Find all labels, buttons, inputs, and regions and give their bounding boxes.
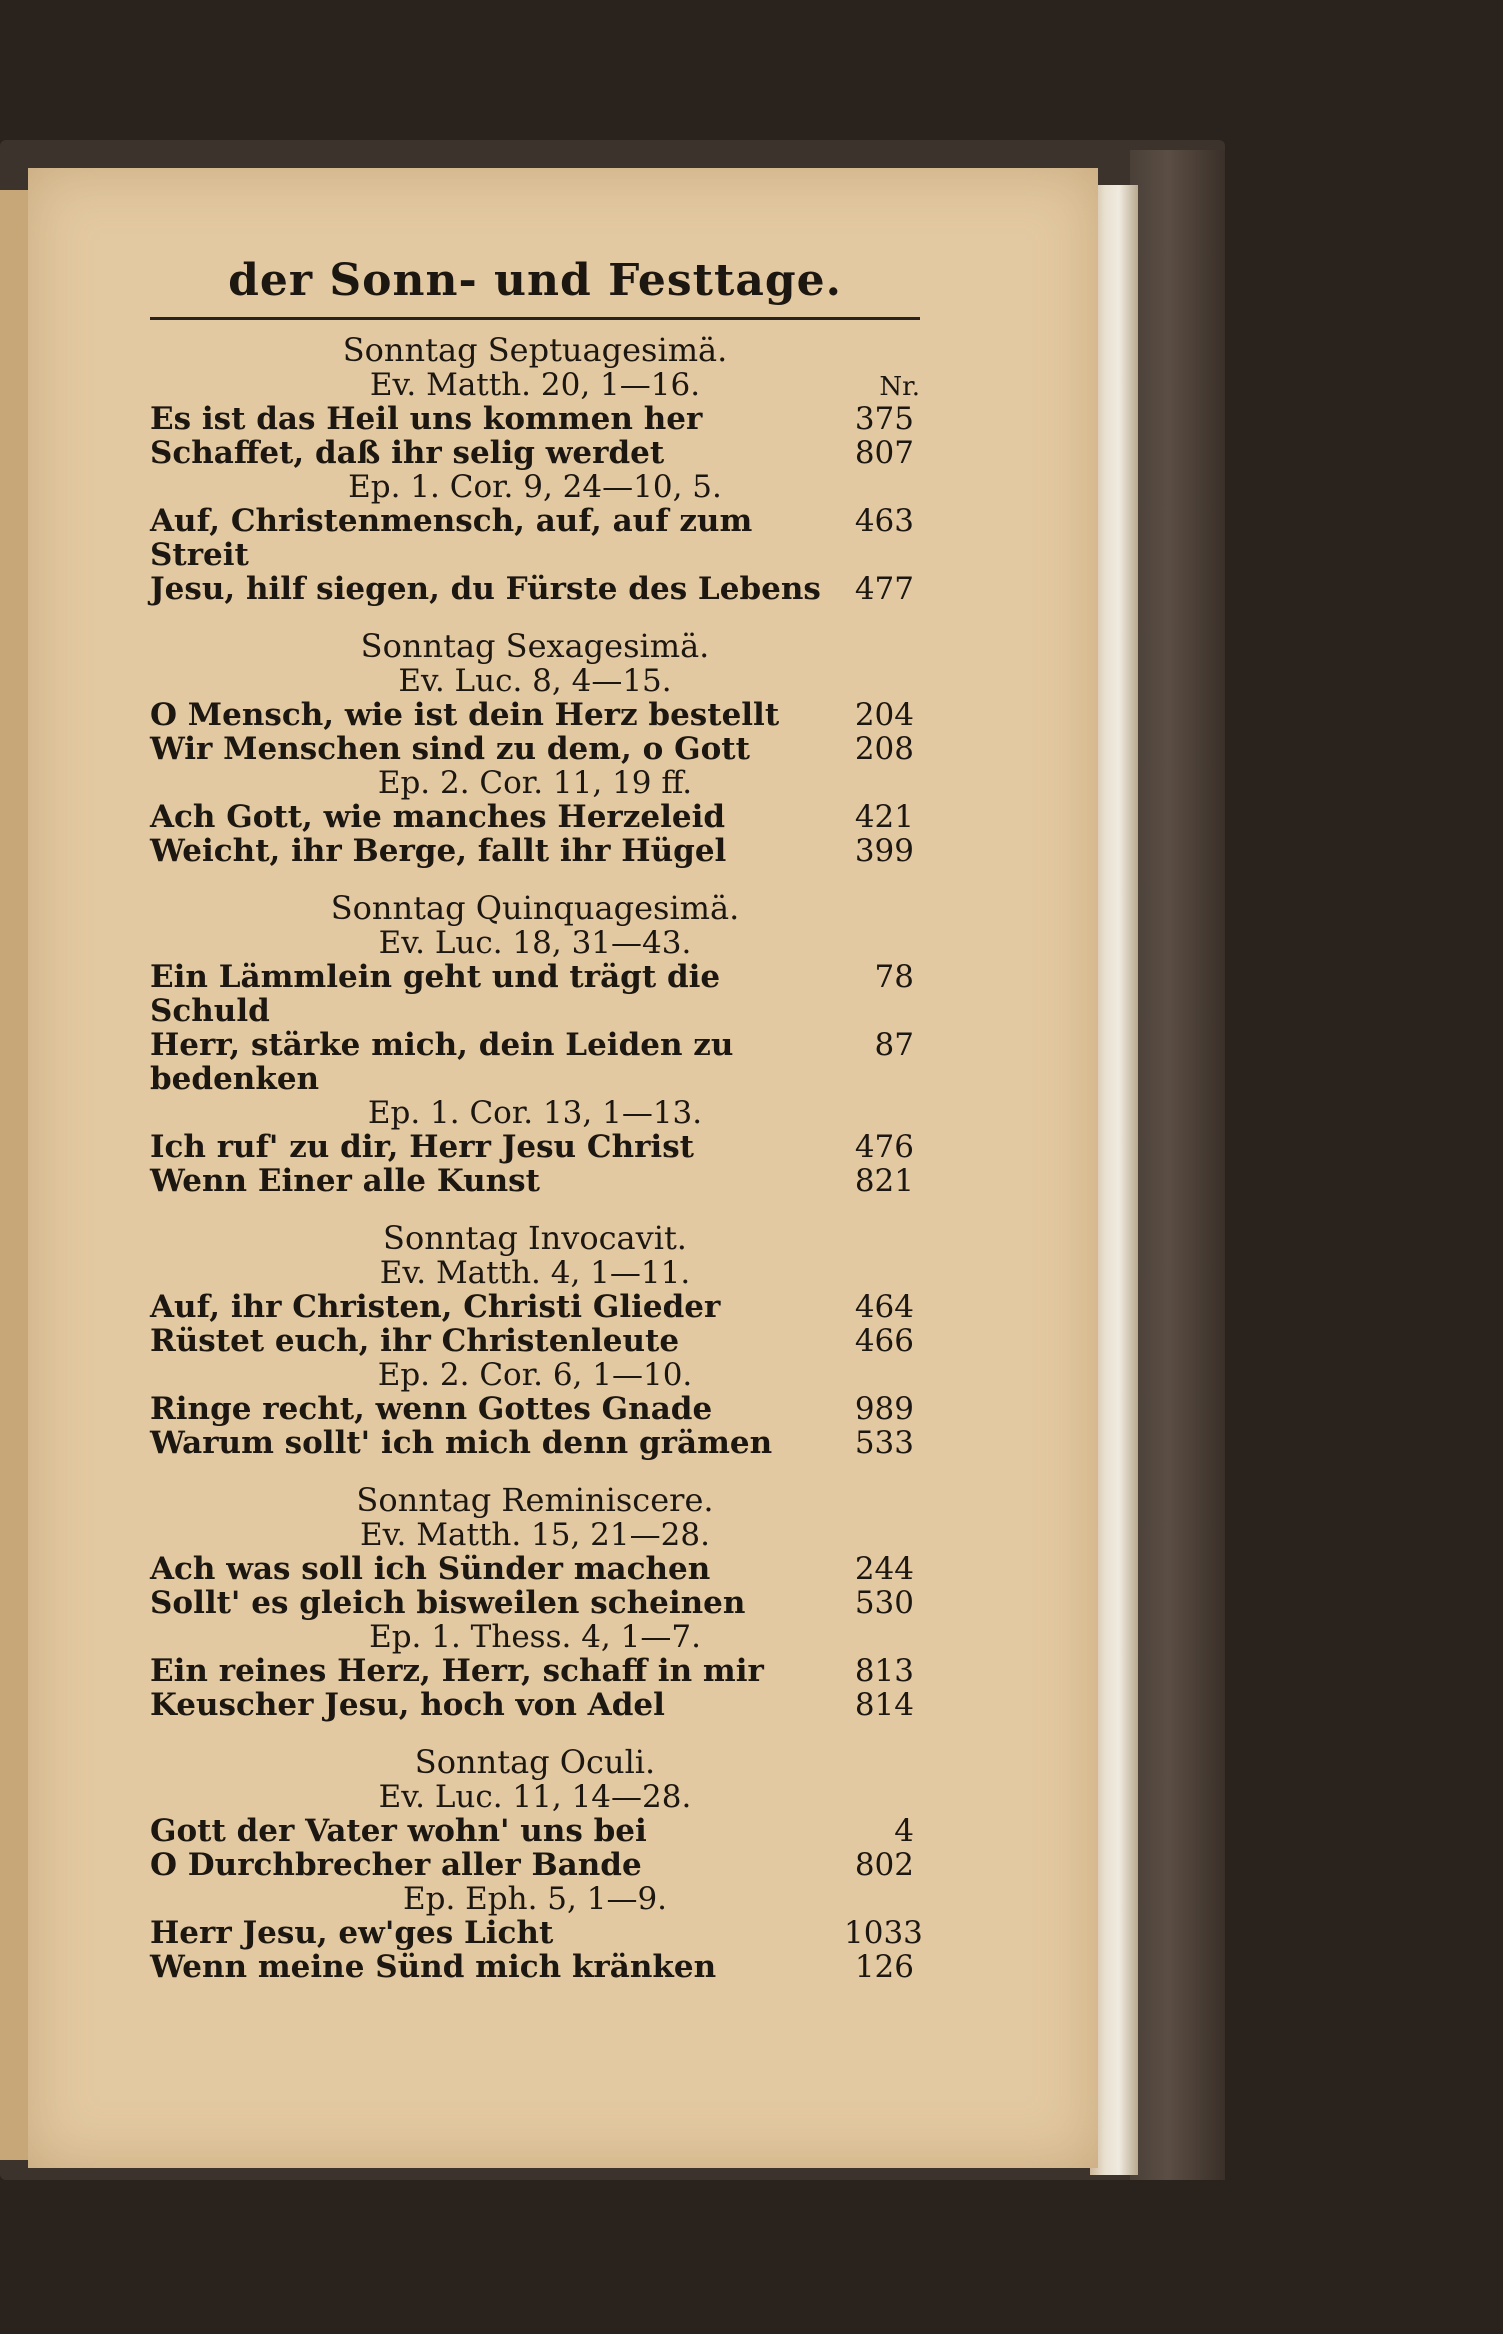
hymn-row xyxy=(150,1130,920,1164)
hymn-title: Ringe recht, wenn Gottes Gnade xyxy=(150,1391,713,1427)
reading-reference xyxy=(150,1518,920,1552)
hymn-row xyxy=(150,436,920,470)
hymn-title: Ich ruf' zu dir, Herr Jesu Christ xyxy=(150,1129,694,1165)
hymn-number: 530 xyxy=(854,1585,914,1621)
hymn-title: Ein Lämmlein geht und trägt die Schuld xyxy=(150,959,721,1029)
hymn-title: Gott der Vater wohn' uns bei xyxy=(150,1813,647,1849)
hymn-number: 477 xyxy=(854,571,914,607)
number-column-label: Nr. xyxy=(879,372,920,402)
section-title: Sonntag Septuagesimä. xyxy=(342,331,728,369)
section-gap xyxy=(150,1198,920,1208)
hymn-title: Auf, Christenmensch, auf, auf zum Streit xyxy=(150,503,753,573)
reading-reference xyxy=(150,766,920,800)
hymn-row xyxy=(150,1654,920,1688)
reading-label: Ev. Matth. 4, 1—11. xyxy=(379,1255,691,1291)
section-title: Sonntag Reminiscere. xyxy=(356,1481,714,1519)
hymn-title: O Mensch, wie ist dein Herz bestellt xyxy=(150,697,780,733)
reading-label: Ep. 2. Cor. 11, 19 ff. xyxy=(377,765,693,801)
hymn-title: Wenn meine Sünd mich kränken xyxy=(150,1949,717,1985)
hymn-title: Ein reines Herz, Herr, schaff in mir xyxy=(150,1653,764,1689)
hymn-number: 4 xyxy=(894,1813,914,1849)
reading-reference xyxy=(150,664,920,698)
hymn-title: Ach was soll ich Sünder machen xyxy=(150,1551,711,1587)
book-spine-edge xyxy=(1130,150,1225,2180)
hymn-row xyxy=(150,1586,920,1620)
reading-label: Ep. 1. Cor. 13, 1—13. xyxy=(367,1095,703,1131)
hymn-title: Keuscher Jesu, hoch von Adel xyxy=(150,1687,665,1723)
hymn-row xyxy=(150,1164,920,1198)
reading-label: Ev. Luc. 11, 14—28. xyxy=(378,1779,692,1815)
hymn-row xyxy=(150,1688,920,1722)
hymn-title: O Durchbrecher aller Bande xyxy=(150,1847,642,1883)
section-title: Sonntag Oculi. xyxy=(414,1743,656,1781)
hymn-row xyxy=(150,1915,923,1951)
sections-list xyxy=(150,331,923,1985)
page-content xyxy=(150,255,923,1985)
hymn-title: Rüstet euch, ihr Christenleute xyxy=(150,1323,680,1359)
hymn-title: Sollt' es gleich bisweilen scheinen xyxy=(150,1585,746,1621)
reading-reference xyxy=(150,1256,920,1290)
hymn-row xyxy=(150,960,920,1028)
reading-label: Ev. Matth. 20, 1—16. xyxy=(369,367,701,403)
section-gap xyxy=(150,1460,920,1470)
hymn-number: 208 xyxy=(854,731,914,767)
hymn-row xyxy=(150,698,920,732)
sunday-section xyxy=(150,332,920,606)
hymn-row xyxy=(150,504,920,572)
reading-label: Ev. Luc. 8, 4—15. xyxy=(398,663,672,699)
sunday-section xyxy=(150,628,920,868)
reading-label: Ep. 1. Cor. 9, 24—10, 5. xyxy=(348,469,722,505)
reading-reference xyxy=(150,1358,920,1392)
hymn-row xyxy=(150,834,920,868)
hymn-number: 375 xyxy=(854,401,914,437)
hymn-row xyxy=(150,732,920,766)
reading-reference xyxy=(150,1882,920,1916)
hymn-number: 814 xyxy=(854,1687,914,1723)
sunday-section xyxy=(150,1743,923,1985)
hymn-title: Jesu, hilf siegen, du Fürste des Lebens xyxy=(150,571,821,607)
running-header: der Sonn- und Festtage. xyxy=(228,255,842,306)
section-title: Sonntag Sexagesimä. xyxy=(360,627,710,665)
hymn-row xyxy=(150,1848,920,1882)
hymn-title: Weicht, ihr Berge, fallt ihr Hügel xyxy=(150,833,727,869)
section-title: Sonntag Invocavit. xyxy=(383,1219,687,1257)
hymn-row xyxy=(150,800,920,834)
hymn-title: Schaffet, daß ihr selig werdet xyxy=(150,435,665,471)
reading-reference xyxy=(150,470,920,504)
reading-reference xyxy=(150,1096,920,1130)
hymn-number: 821 xyxy=(854,1163,914,1199)
reading-label: Ev. Matth. 15, 21—28. xyxy=(360,1517,710,1553)
reading-label: Ep. Eph. 5, 1—9. xyxy=(402,1881,668,1917)
section-title: Sonntag Quinquagesimä. xyxy=(330,889,740,927)
hymn-row xyxy=(150,402,920,436)
hymn-row xyxy=(150,1324,920,1358)
hymn-row xyxy=(150,1552,920,1586)
sunday-section xyxy=(150,1482,920,1722)
hymn-title: Wir Menschen sind zu dem, o Gott xyxy=(150,731,750,767)
hymn-title: Herr Jesu, ew'ges Licht xyxy=(150,1915,554,1951)
sunday-section xyxy=(150,890,920,1198)
hymn-title: Auf, ihr Christen, Christi Glieder xyxy=(150,1289,721,1325)
hymn-row xyxy=(150,1950,920,1984)
reading-reference xyxy=(150,368,920,402)
hymn-title: Herr, stärke mich, dein Leiden zu bedenken xyxy=(150,1027,734,1097)
hymn-number: 466 xyxy=(854,1323,914,1359)
hymn-number: 989 xyxy=(854,1391,914,1427)
hymn-number: 476 xyxy=(854,1129,914,1165)
hymn-number: 813 xyxy=(854,1653,914,1689)
hymn-number: 399 xyxy=(854,833,914,869)
hymn-number: 87 xyxy=(874,1027,914,1063)
reading-label: Ep. 2. Cor. 6, 1—10. xyxy=(377,1357,693,1393)
hymn-number: 463 xyxy=(854,503,914,539)
section-gap xyxy=(150,606,920,616)
hymn-title: Warum sollt' ich mich denn grämen xyxy=(150,1425,773,1461)
hymn-title: Ach Gott, wie manches Herzeleid xyxy=(150,799,726,835)
hymn-number: 126 xyxy=(854,1949,914,1985)
hymn-row xyxy=(150,1392,920,1426)
hymn-row xyxy=(150,572,920,606)
reading-reference xyxy=(150,926,920,960)
hymn-number: 802 xyxy=(854,1847,914,1883)
hymn-row xyxy=(150,1426,920,1460)
hymn-number: 1033 xyxy=(844,1915,923,1951)
sunday-section xyxy=(150,1220,920,1460)
hymn-title: Wenn Einer alle Kunst xyxy=(150,1163,540,1199)
hymn-row xyxy=(150,1290,920,1324)
hymn-title: Es ist das Heil uns kommen her xyxy=(150,401,703,437)
section-gap xyxy=(150,1722,920,1732)
hymn-number: 421 xyxy=(854,799,914,835)
hymn-number: 244 xyxy=(854,1551,914,1587)
reading-reference xyxy=(150,1780,920,1814)
hymn-number: 204 xyxy=(854,697,914,733)
reading-reference xyxy=(150,1620,920,1654)
hymn-number: 78 xyxy=(874,959,914,995)
section-gap xyxy=(150,868,920,878)
hymn-number: 807 xyxy=(854,435,914,471)
header-rule xyxy=(150,317,920,320)
hymn-row xyxy=(150,1814,920,1848)
reading-label: Ep. 1. Thess. 4, 1—7. xyxy=(369,1619,701,1655)
hymn-number: 533 xyxy=(854,1425,914,1461)
hymn-number: 464 xyxy=(854,1289,914,1325)
hymn-row xyxy=(150,1028,920,1096)
reading-label: Ev. Luc. 18, 31—43. xyxy=(378,925,692,961)
